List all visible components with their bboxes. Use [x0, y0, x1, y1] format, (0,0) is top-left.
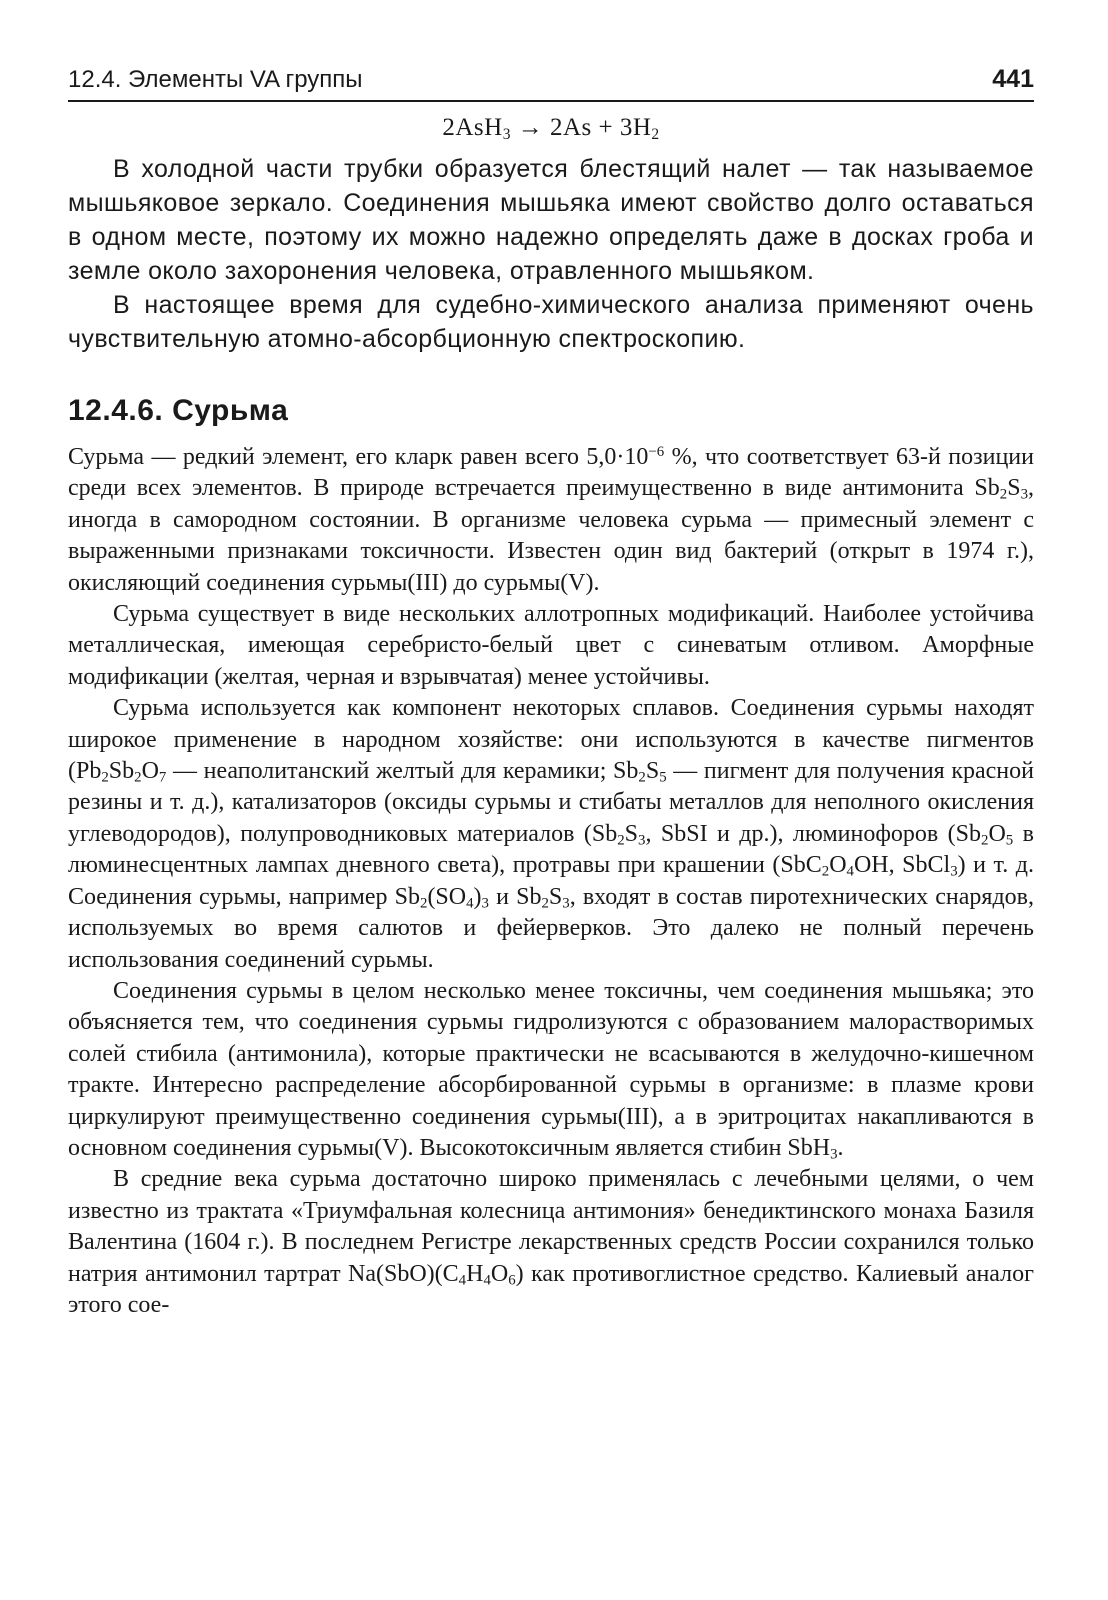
book-page [68, 58, 1034, 1321]
section-paragraph-5: В средние века сурьма достаточно широко применялась с лечебными целями, о чем известно из трактата «Триумфальная колесница антимония» бенедиктинского монаха Базиля Валентина (1604 г.). В последнем Регистре лекарственных средств России сохранился только натрия антимонил тартрат $Na(SbO)(C_4H_4O_6)$ как противоглистное средство. Калиевый аналог этого сое- [68, 1166, 1034, 1318]
section-heading: 12.4.6. Сурьма [68, 394, 289, 427]
section-paragraph-3: Сурьма используется как компонент некоторых сплавов. Соединения сурьмы находят широкое применение в народном хозяйстве: они используются в качестве пигментов ($Pb_2Sb_2O_7$ — неаполитанский желтый для керамики; $Sb_2S_5$ — пигмент для получения красной резины и т. д.), катализаторов (оксиды сурьмы и стибаты металлов для неполного окисления углеводородов), полупроводниковых материалов ($Sb_2S_3$, SbSI и др.), люминофоров ($Sb_2O_5$ в люминесцентных лампах дневного света), протравы при крашении ($SbC_2O_4OH$, SbCl$_3$) и т. д. Соединения сурьмы, например $Sb_2(SO_4)_3$ и $Sb_2S_3$, входят в состав пиротехнических снарядов, используемых во время салютов и фейерверков. Это далеко не полный перечень использования соединений сурьмы. [68, 695, 1034, 973]
running-title: 12.4. Элементы VA группы [68, 66, 363, 93]
chemical-equation: $2AsH_3 \to 2As + 3H_2$ [442, 114, 660, 143]
page-number: 441 [992, 65, 1034, 93]
intro-paragraph-2: В настоящее время для судебно-химического анализа применяют очень чувствительную атомно-абсорбционную спектроскопию. [68, 291, 1034, 353]
intro-paragraph-1: В холодной части трубки образуется блестящий налет — так называемое мышьяковое зеркало. Соединения мышьяка имеют свойство долго оставаться в одном месте, поэтому их можно надежно определять даже в досках гроба и земле около захоронения человека, отравленного мышьяком. [68, 155, 1034, 285]
section-paragraph-4: Соединения сурьмы в целом несколько менее токсичны, чем соединения мышьяка; это объясняется тем, что соединения сурьмы гидролизуются с образованием малорастворимых солей стибила (антимонила), которые практически не всасываются в желудочно-кишечном тракте. Интересно распределение абсорбированной сурьмы в организме: в плазме крови циркулируют преимущественно соединения сурьмы(III), а в эритроцитах накапливаются в основном соединения сурьмы(V). Высокотоксичным является стибин SbH$_3$. [68, 977, 1034, 1163]
section-paragraph-2: Сурьма существует в виде нескольких аллотропных модификаций. Наиболее устойчива металлическая, имеющая серебристо-белый цвет с синеватым отливом. Аморфные модификации (желтая, черная и взрывчатая) менее устойчивы. [68, 601, 1034, 690]
section-paragraph-1: Сурьма — редкий элемент, его кларк равен всего $5,0\cdot 10^{-6}$ %, что соответствует 63-й позиции среди всех элементов. В природе встречается преимущественно в виде антимонита $Sb_2S_3$, иногда в самородном состоянии. В организме человека сурьма — примесный элемент с выраженными признаками токсичности. Известен один вид бактерий (открыт в 1974 г.), окисляющий соединения сурьмы(III) до сурьмы(V). [68, 443, 1034, 596]
running-header [68, 58, 1034, 102]
